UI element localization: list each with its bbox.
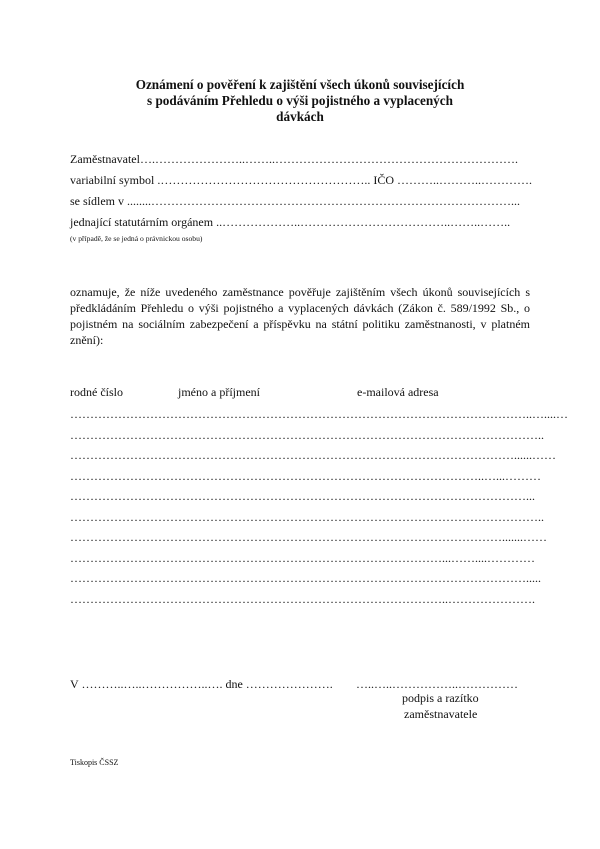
- title-line-2: s podáváním Přehledu o výši pojistného a vyplacených: [147, 93, 453, 108]
- legal-entity-note: (v případě, že se jedná o právnickou osobu): [70, 234, 203, 243]
- form-footer: Tiskopis ČSSZ: [70, 758, 119, 767]
- employee-row[interactable]: …………………………………………………………………………………..………………….: [70, 592, 535, 606]
- employee-row[interactable]: …………………………………………………………………………………………………….....: [70, 571, 541, 585]
- employee-row[interactable]: …………………………………………………………………………………...……....…………: [70, 551, 535, 565]
- statutory-organ-field[interactable]: jednající statutárním orgánem ..………………..………………………………..……..……..: [70, 215, 511, 229]
- employee-row[interactable]: …………………………………………………………………………………………………......……: [70, 448, 556, 462]
- employee-row[interactable]: ………………………………………………………………………………………………………..: [70, 510, 544, 524]
- title-line-1: Oznámení o pověření k zajištění všech úkonů souvisejících: [135, 77, 465, 92]
- signature-label-line-2: zaměstnavatele: [404, 707, 478, 721]
- title-line-3: dávkách: [276, 109, 324, 124]
- employee-row[interactable]: ……………………………………………………………………………………………….......……: [70, 530, 547, 544]
- employee-row[interactable]: ……………………………………………………………………………………………………..…....…: [70, 407, 568, 421]
- employee-row[interactable]: …………………………………………………………………………………………..…...………: [70, 469, 541, 483]
- column-header-name: jméno a příjmení: [178, 385, 260, 399]
- column-header-email: e-mailová adresa: [357, 385, 439, 399]
- signature-field[interactable]: …..…..……………..……………: [356, 677, 518, 691]
- form-title: [70, 77, 530, 125]
- column-header-birth-number: rodné číslo: [70, 385, 123, 399]
- statement-paragraph: oznamuje, že níže uvedeného zaměstnance pověřuje zajištěním všech úkonů souvisejících s předkládáním Přehledu o výši pojistného a vyplacených dávkách (Zákon č. 589/1992 Sb., o pojistném na sociálním zabezpečení a příspěvku na státní politiku zaměstnanosti, v platném znění):: [70, 285, 530, 347]
- employee-row[interactable]: ……………………………………………………………………………………………………...: [70, 489, 535, 503]
- signature-label-line-1: podpis a razítko: [402, 691, 479, 705]
- place-date-field[interactable]: V ………..…..……………..…. dne ………………….: [70, 677, 333, 691]
- variable-symbol-ico-field[interactable]: variabilní symbol .…………………………………………….. IČO ………..………..………….: [70, 173, 532, 187]
- seat-field[interactable]: se sídlem v ........………………………………………………………………………………...: [70, 194, 520, 208]
- employee-row[interactable]: ………………………………………………………………………………………………………..: [70, 428, 544, 442]
- employer-name-field[interactable]: Zaměstnavatel….…………………..……..…………………………………………………….: [70, 152, 518, 166]
